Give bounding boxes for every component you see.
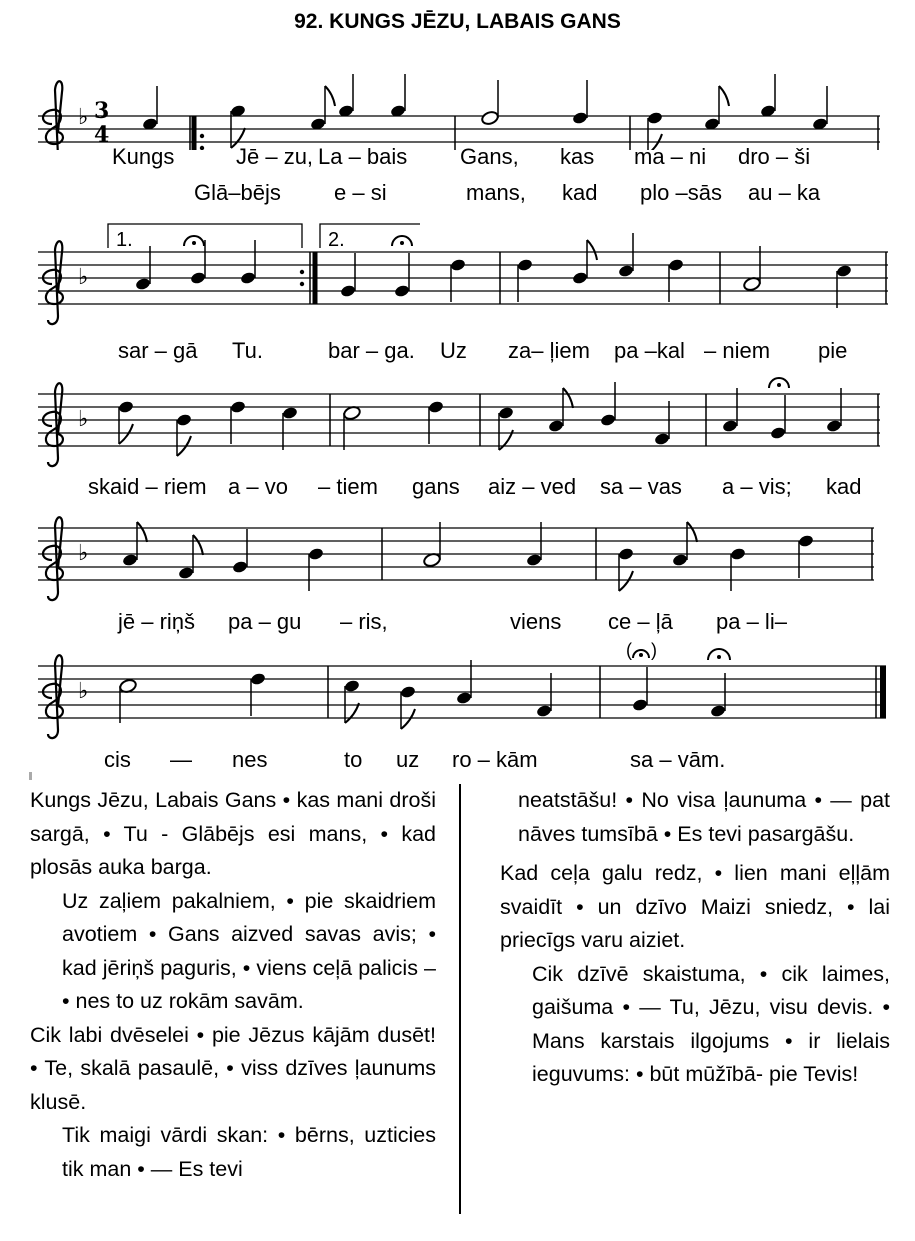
flat-symbol: ♭: [78, 679, 89, 704]
note: [119, 678, 138, 723]
note: [672, 522, 697, 567]
lyric: pa – gu: [228, 609, 302, 634]
note: [394, 253, 411, 298]
lyric: sa – vām.: [630, 747, 726, 772]
note: [340, 253, 357, 298]
note: [548, 388, 573, 433]
note: [536, 673, 553, 718]
note: [118, 400, 135, 444]
note: [450, 258, 467, 302]
note: [704, 86, 729, 131]
note: [812, 86, 829, 131]
note: [400, 685, 417, 729]
lyric: pa – li–: [716, 609, 787, 634]
lyric: ro – kām: [452, 747, 538, 772]
lyric: jē – riņš: [118, 609, 196, 634]
lyric: Glā–bējs: [194, 180, 281, 205]
note: [232, 529, 249, 574]
paren-fermata-icon: (: [626, 640, 632, 660]
verse-paragraph: Uz zaļiem pakalniem, • pie skaidriem avotiem • Gans aizved savas avis; • kad jēriņš paguris, • viens ceļā palicis – • nes to uz rokām savām.: [62, 888, 436, 1013]
note: [428, 400, 445, 444]
note: [826, 388, 843, 433]
lyric: to: [344, 747, 363, 772]
note: [308, 547, 325, 591]
lyric: za– ļiem: [508, 338, 590, 363]
lyric: Tu.: [232, 338, 263, 363]
lyric: dro – ši: [738, 144, 811, 169]
lyric: skaid – riem: [88, 474, 207, 499]
note: [282, 406, 299, 450]
lyric: uz: [396, 747, 420, 772]
verse-paragraph: Cik dzīvē skaistuma, • cik laimes, gaišuma • — Tu, Jēzu, visu devis. • Mans karstais ilgojums • ir lielais ieguvums: • būt mūžībā- pie Tevis!: [532, 961, 890, 1086]
flat-symbol: ♭: [78, 105, 89, 130]
note: [618, 547, 635, 591]
lyric: pie: [818, 338, 848, 363]
staff-5: [0, 636, 915, 748]
flat-symbol: ♭: [78, 265, 89, 290]
note: [343, 405, 362, 450]
note: [654, 401, 671, 446]
note: [240, 240, 257, 285]
note: [498, 406, 515, 450]
note: [760, 74, 777, 118]
time-signature-bottom: 4: [94, 122, 110, 148]
treble-clef: [43, 517, 63, 600]
note: [122, 522, 147, 567]
lyric: —: [170, 747, 192, 772]
lyric: – tiem: [318, 474, 378, 499]
lyric: nes: [232, 747, 268, 772]
note: [190, 240, 207, 285]
staff-1: [0, 40, 915, 150]
hymn-title: 92. KUNGS JĒZU, LABAIS GANS: [294, 10, 621, 33]
lyric: Gans,: [460, 144, 519, 169]
staff-2: [0, 216, 915, 326]
verse-paragraph: Kungs Jēzu, Labais Gans • kas mani droši sargā, • Tu - Glābējs esi mans, • kad plosās auka barga.: [30, 788, 436, 879]
note: [572, 80, 589, 125]
lyric: Uz: [440, 338, 467, 363]
lyric: ma – ni: [634, 144, 707, 169]
lyric: pa –kal: [614, 338, 685, 363]
note: [770, 395, 787, 440]
verse-paragraph: neatstāšu! • No visa ļaunuma • — pat nāves tumsībā • Es tevi pasargāšu.: [518, 788, 890, 846]
svg-text:): ): [651, 640, 657, 660]
volta-1: 1.: [116, 229, 133, 251]
lyric: – ris,: [340, 609, 388, 634]
note: [618, 233, 635, 278]
time-signature-top: 3: [94, 98, 110, 124]
cursor-mark: [29, 772, 32, 780]
lyric: Jē – zu,: [236, 144, 314, 169]
lyric: kad: [826, 474, 862, 499]
note: [526, 522, 543, 567]
note: [423, 522, 442, 568]
lyric: a – vis;: [722, 474, 792, 499]
lyric: bar – ga.: [328, 338, 415, 363]
treble-clef: [43, 655, 63, 738]
verses-right: [500, 784, 890, 1092]
lyric: La – bais: [318, 144, 408, 169]
note: [730, 547, 747, 591]
verse-paragraph: Tik maigi vārdi skan: • bērns, uzticies tik man • — Es tevi: [62, 1123, 436, 1181]
lyric: sar – gā: [118, 338, 198, 363]
note: [836, 264, 853, 308]
note: [142, 86, 159, 131]
lyric: a – vo: [228, 474, 288, 499]
verses-left: [30, 784, 436, 1186]
staff-3: [0, 366, 915, 476]
note: [481, 80, 500, 126]
verse-paragraph: Cik labi dvēselei • pie Jēzus kājām dusēt! • Te, skalā pasaulē, • viss dzīves ļaunums klusē.: [30, 1022, 436, 1114]
lyric: – niem: [704, 338, 771, 363]
note: [390, 74, 407, 118]
lyric: Kungs: [112, 144, 175, 169]
note: [250, 672, 267, 716]
note: [710, 673, 727, 718]
note: [310, 86, 335, 131]
treble-clef: [43, 241, 63, 324]
volta-2: 2.: [328, 229, 345, 251]
lyric: kad: [562, 180, 598, 205]
lyric: sa – vas: [600, 474, 682, 499]
lyric: plo –sās: [640, 180, 722, 205]
note: [798, 534, 815, 578]
lyric: aiz – ved: [488, 474, 577, 499]
lyric: cis: [104, 747, 131, 772]
note: [344, 679, 361, 723]
flat-symbol: ♭: [78, 541, 89, 566]
lyric: gans: [412, 474, 460, 499]
lyric: viens: [510, 609, 562, 634]
note: [230, 400, 247, 444]
treble-clef: [43, 383, 63, 466]
note: [632, 667, 649, 712]
lyric: au – ka: [748, 180, 821, 205]
lyric: kas: [560, 144, 595, 169]
flat-symbol: ♭: [78, 407, 89, 432]
note: [743, 246, 762, 292]
note: [135, 246, 152, 291]
note: [456, 660, 473, 705]
verse-paragraph: Kad ceļa galu redz, • lien mani eļļām svaidīt • un dzīvo Maizi sniedz, • lai priecīgs varu aiziet.: [500, 861, 890, 952]
note: [338, 74, 355, 118]
lyric: mans,: [466, 180, 526, 205]
note: [668, 258, 685, 302]
staff-4: [0, 502, 915, 612]
lyric: ce – ļā: [608, 609, 673, 634]
column-divider: [459, 784, 461, 1214]
note: [178, 535, 203, 580]
note: [517, 258, 534, 302]
note: [722, 388, 739, 433]
note: [600, 382, 617, 427]
lyric: e – si: [334, 180, 387, 205]
note: [176, 413, 193, 456]
